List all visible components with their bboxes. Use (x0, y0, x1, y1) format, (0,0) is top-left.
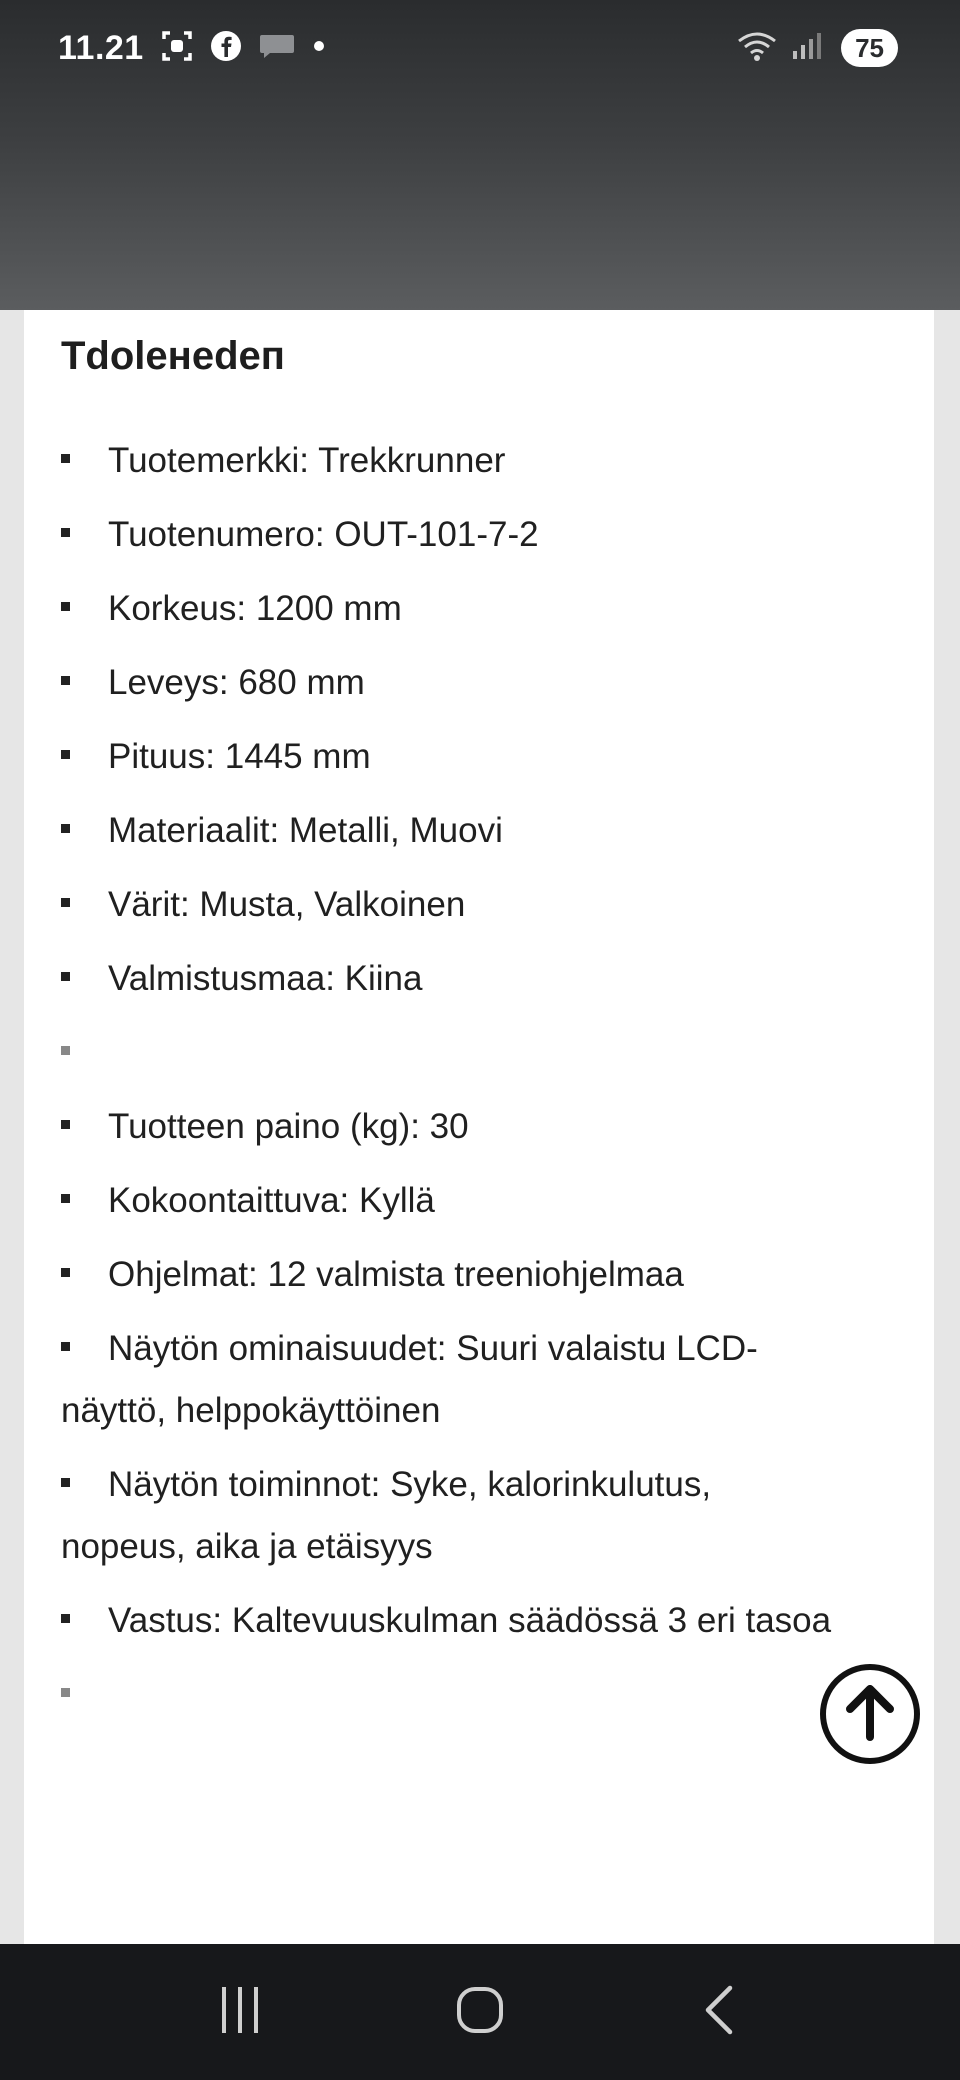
status-left (58, 29, 326, 68)
home-icon (455, 1985, 505, 2040)
spec-text: Tuotteen paino (kg): 30 (108, 1107, 469, 1146)
bullet-icon (61, 602, 70, 611)
bullet-icon (61, 1478, 70, 1487)
spec-item-programs (61, 1244, 841, 1306)
spec-text: Tuotemerkki: Trekkrunner (108, 441, 506, 480)
home-button[interactable] (420, 1962, 540, 2062)
spec-item-display-features (61, 1318, 841, 1442)
section-title: Tdoleнedeп (61, 334, 285, 378)
bullet-icon (61, 1342, 70, 1351)
bullet-icon (61, 824, 70, 833)
spec-item-colors (61, 874, 841, 936)
spec-text: Valmistusmaa: Kiina (108, 959, 423, 998)
spec-text: Tuotenumero: OUT-101-7-2 (108, 515, 539, 554)
bullet-icon (61, 1120, 70, 1129)
page-margin-right (934, 310, 960, 1944)
spec-item-resistance (61, 1590, 841, 1652)
spec-text: Näytön toiminnot: Syke, kalorinkulutus, nopeus, aika ja etäisyys (61, 1465, 712, 1566)
bullet-icon (61, 1046, 70, 1055)
product-details-card (24, 310, 934, 1944)
recent-apps-icon (216, 1985, 264, 2040)
bullet-icon (61, 676, 70, 685)
bullet-icon (61, 972, 70, 981)
spec-item-length (61, 726, 841, 788)
wifi-icon (737, 29, 777, 68)
clock: 11.21 (58, 28, 144, 67)
page-margin-left (0, 310, 24, 1944)
signal-icon (791, 31, 827, 66)
bullet-icon (61, 1614, 70, 1623)
back-button[interactable] (660, 1962, 780, 2062)
spec-item-product-number (61, 504, 841, 566)
spec-item-brand (61, 430, 841, 492)
screenshot-icon (160, 29, 194, 68)
spec-text: Materiaalit: Metalli, Muovi (108, 811, 503, 850)
spec-item-empty (61, 1664, 841, 1726)
spec-item-display-functions (61, 1454, 841, 1578)
spec-item-height (61, 578, 841, 640)
bullet-icon (61, 1688, 70, 1697)
scroll-to-top-button[interactable] (820, 1664, 920, 1764)
bullet-icon (61, 750, 70, 759)
spec-text: Pituus: 1445 mm (108, 737, 371, 776)
spec-item-weight (61, 1096, 841, 1158)
spec-text: Leveys: 680 mm (108, 663, 365, 702)
spec-text: Vastus: Kaltevuuskulman säädössä 3 eri tasoa (108, 1601, 832, 1640)
status-right (737, 29, 898, 68)
dot-icon (312, 39, 326, 58)
spec-text: Värit: Musta, Valkoinen (108, 885, 466, 924)
arrow-up-icon (842, 1681, 898, 1748)
status-area (0, 0, 960, 310)
navigation-bar (0, 1944, 960, 2080)
status-bar (0, 0, 960, 96)
bullet-icon (61, 1268, 70, 1277)
bullet-icon (61, 898, 70, 907)
bullet-icon (61, 454, 70, 463)
spec-item-country (61, 948, 841, 1010)
recent-apps-button[interactable] (180, 1962, 300, 2062)
chat-bubble-icon (258, 31, 296, 66)
spec-list (61, 430, 841, 1738)
spec-text: Kokoontaittuva: Kyllä (108, 1181, 435, 1220)
spec-text: Näytön ominaisuudet: Suuri valaistu LCD-näyttö, helppokäyttöinen (61, 1329, 758, 1430)
battery-indicator: 75 (841, 29, 898, 67)
spec-text: Korkeus: 1200 mm (108, 589, 402, 628)
back-icon (700, 1984, 740, 2041)
spec-item-empty (61, 1022, 841, 1084)
facebook-icon (210, 30, 242, 67)
spec-item-foldable (61, 1170, 841, 1232)
spec-item-width (61, 652, 841, 714)
bullet-icon (61, 1194, 70, 1203)
spec-item-materials (61, 800, 841, 862)
bullet-icon (61, 528, 70, 537)
spec-text: Ohjelmat: 12 valmista treeniohjelmaa (108, 1255, 684, 1294)
